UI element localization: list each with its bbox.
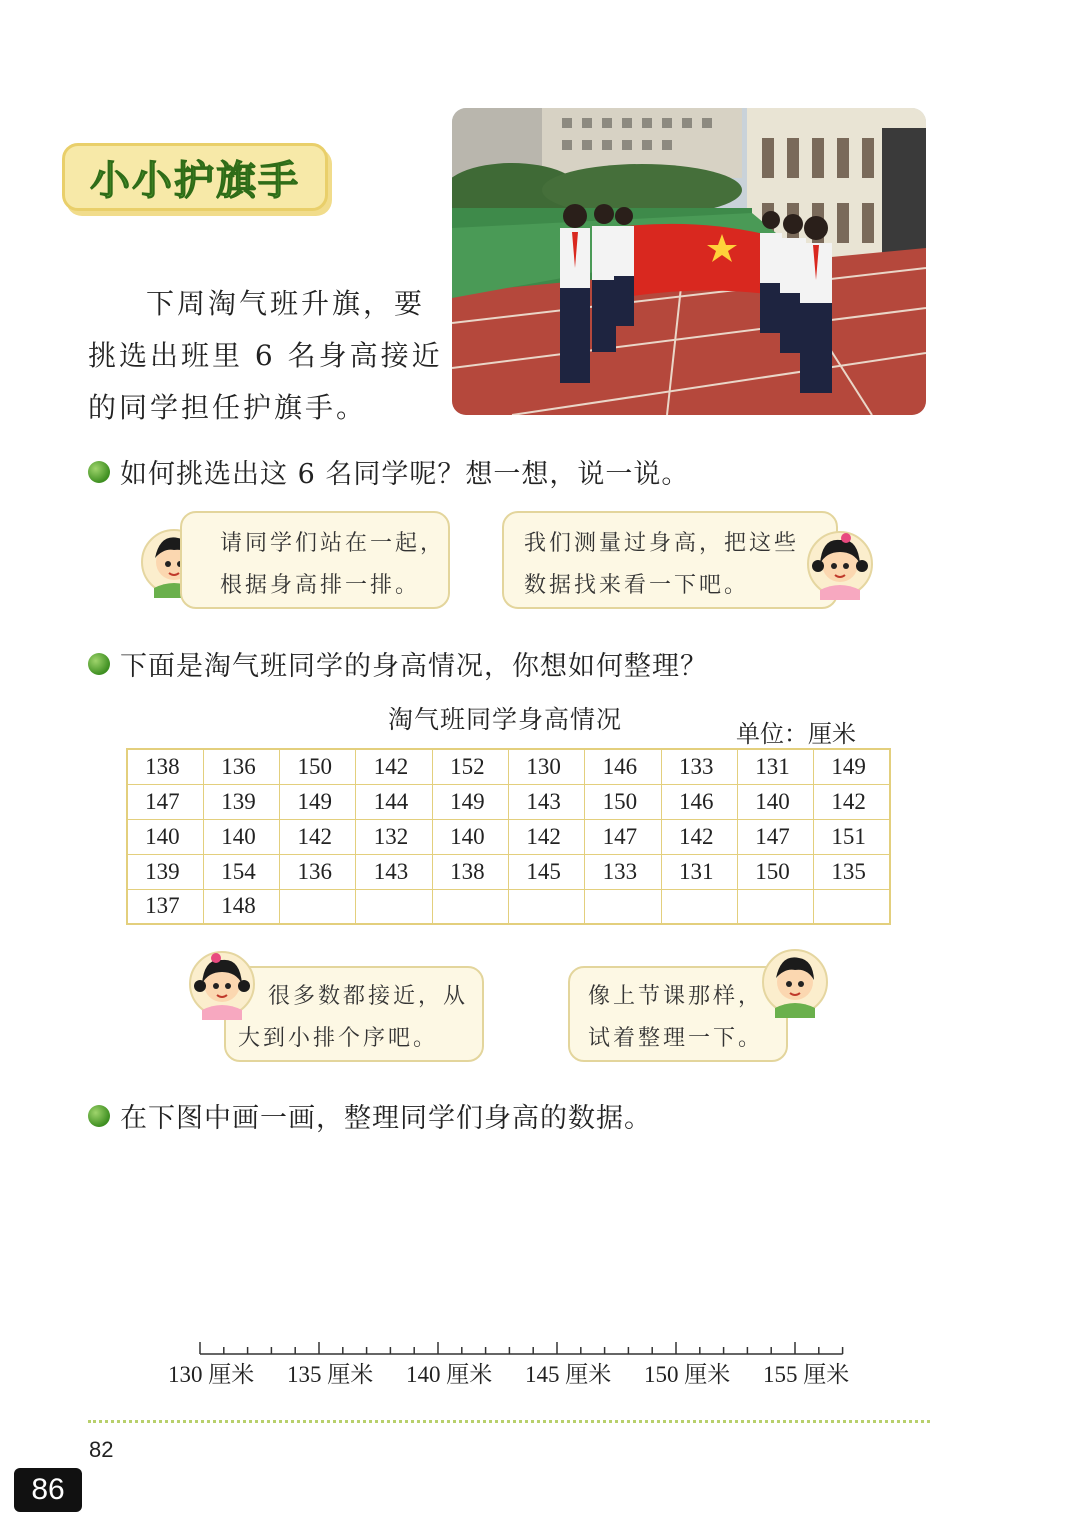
speech-bubble-1 [180, 511, 450, 609]
bubble-1-line-2: 根据身高排一排。 [220, 573, 421, 598]
intro-line-3: 的同学担任护旗手。 [88, 391, 368, 424]
table-cell: 147 [585, 819, 661, 854]
table-cell: 147 [127, 784, 203, 819]
table-cell [661, 889, 737, 924]
axis-label: 135 厘米 [287, 1362, 374, 1387]
bubble-2-line-1: 我们测量过身高，把这些 [524, 531, 800, 556]
table-cell: 131 [661, 854, 737, 889]
table-cell: 142 [508, 819, 584, 854]
table-row [127, 854, 890, 889]
lesson-title-badge [62, 143, 328, 211]
table-row [127, 819, 890, 854]
table-cell [432, 889, 508, 924]
page-number: 82 [89, 1437, 114, 1462]
bubble-3-line-1: 很多数都接近，从 [268, 984, 469, 1009]
table-title: 淘气班同学身高情况 [388, 705, 623, 734]
bubble-4-line-2: 试着整理一下。 [588, 1026, 764, 1051]
question-1-text: 如何挑选出这 6 名同学呢？想一想，说一说。 [120, 459, 690, 490]
table-cell: 131 [737, 749, 813, 784]
bubble-1-line-1: 请同学们站在一起， [220, 531, 446, 556]
lesson-title: 小小护旗手 [90, 157, 300, 204]
table-cell: 133 [661, 749, 737, 784]
table-cell: 146 [585, 749, 661, 784]
table-cell: 147 [737, 819, 813, 854]
bubble-2-line-2: 数据找来看一下吧。 [524, 573, 750, 598]
table-cell: 154 [203, 854, 279, 889]
table-cell: 143 [508, 784, 584, 819]
bubble-3-line-2: 大到小排个序吧。 [238, 1026, 439, 1051]
table-cell: 140 [432, 819, 508, 854]
intro-line-1: 下周淘气班升旗，要 [146, 287, 426, 320]
table-cell: 138 [127, 749, 203, 784]
table-cell: 145 [508, 854, 584, 889]
table-cell: 136 [203, 749, 279, 784]
table-row [127, 784, 890, 819]
table-cell: 142 [280, 819, 356, 854]
table-cell: 142 [814, 784, 890, 819]
table-cell [280, 889, 356, 924]
bubble-4-line-1: 像上节课那样， [588, 984, 764, 1009]
intro-paragraph [88, 278, 448, 434]
table-cell [814, 889, 890, 924]
table-cell: 140 [203, 819, 279, 854]
table-cell: 143 [356, 854, 432, 889]
table-cell: 144 [356, 784, 432, 819]
question-3 [88, 1096, 652, 1135]
speech-bubble-3 [224, 966, 484, 1062]
table-cell: 149 [280, 784, 356, 819]
table-cell: 135 [814, 854, 890, 889]
speech-bubble-4 [568, 966, 788, 1062]
table-cell: 137 [127, 889, 203, 924]
table-cell: 138 [432, 854, 508, 889]
intro-line-2: 挑选出班里 6 名身高接近 [88, 339, 443, 372]
girl-avatar-icon [804, 524, 876, 600]
table-cell: 149 [814, 749, 890, 784]
question-1 [88, 452, 689, 491]
heights-table [126, 748, 891, 925]
girl-avatar-icon [186, 944, 258, 1020]
footer-divider [88, 1420, 930, 1423]
table-row [127, 749, 890, 784]
axis-label: 140 厘米 [406, 1362, 493, 1387]
green-bullet-icon [88, 461, 110, 483]
table-cell: 139 [127, 854, 203, 889]
table-cell: 139 [203, 784, 279, 819]
table-cell [356, 889, 432, 924]
table-cell: 150 [737, 854, 813, 889]
table-cell: 136 [280, 854, 356, 889]
axis-label: 145 厘米 [525, 1362, 612, 1387]
green-bullet-icon [88, 1105, 110, 1127]
height-number-line [168, 1340, 868, 1356]
question-3-text: 在下图中画一画，整理同学们身高的数据。 [120, 1103, 652, 1134]
axis-label: 130 厘米 [168, 1362, 255, 1387]
table-cell [585, 889, 661, 924]
table-cell [508, 889, 584, 924]
table-cell: 140 [737, 784, 813, 819]
table-unit: 单位：厘米 [736, 720, 856, 748]
table-cell: 152 [432, 749, 508, 784]
axis-label: 155 厘米 [763, 1362, 850, 1387]
table-cell: 140 [127, 819, 203, 854]
question-2 [88, 644, 708, 683]
table-cell: 148 [203, 889, 279, 924]
table-cell: 149 [432, 784, 508, 819]
table-cell: 130 [508, 749, 584, 784]
table-cell: 142 [356, 749, 432, 784]
flag-guards-photo [452, 108, 926, 415]
table-cell: 142 [661, 819, 737, 854]
table-cell: 132 [356, 819, 432, 854]
question-2-text: 下面是淘气班同学的身高情况，你想如何整理？ [120, 651, 708, 682]
table-cell [737, 889, 813, 924]
table-cell: 133 [585, 854, 661, 889]
table-cell: 146 [661, 784, 737, 819]
speech-bubble-2 [502, 511, 838, 609]
table-cell: 150 [585, 784, 661, 819]
table-row [127, 889, 890, 924]
page-badge: 86 [14, 1468, 82, 1512]
table-cell: 151 [814, 819, 890, 854]
green-bullet-icon [88, 653, 110, 675]
axis-label: 150 厘米 [644, 1362, 731, 1387]
boy-avatar-icon [760, 942, 830, 1018]
table-cell: 150 [280, 749, 356, 784]
